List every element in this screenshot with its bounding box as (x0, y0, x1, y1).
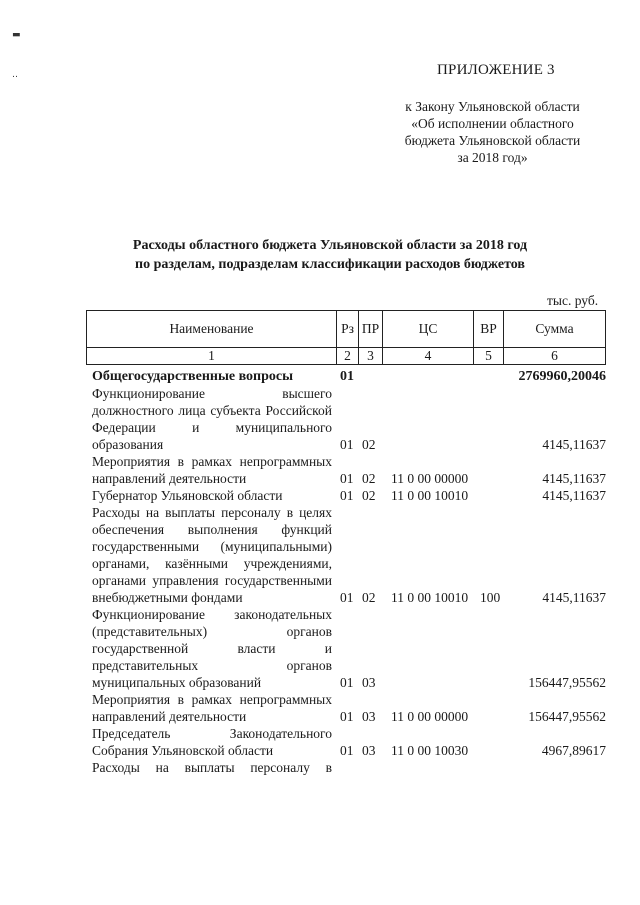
row-name: Расходы на выплаты персоналу в целях обеспечения выполнения функций государственными (муниципальными) органами, казёнными учреждениями, органами управления государственными внебюджетными фондами (92, 505, 332, 605)
column-number: 3 (359, 348, 383, 364)
law-reference (390, 98, 595, 166)
table-body (0, 368, 640, 776)
law-reference-line: за 2018 год» (457, 150, 528, 165)
column-number: 4 (383, 348, 474, 364)
table-row (0, 606, 640, 691)
row-name: Функционирование высшего должностного лица субъекта Российской Федерации и муниципального образования (92, 386, 332, 452)
row-cs: 11 0 00 10030 (391, 743, 469, 758)
row-name: Губернатор Ульяновской области (92, 488, 283, 503)
column-header-rz: Рз (337, 311, 359, 347)
column-number: 2 (337, 348, 359, 364)
row-pr: 03 (362, 709, 376, 724)
table-row (0, 385, 640, 453)
column-number: 5 (474, 348, 504, 364)
scan-mark: ‥ (12, 70, 19, 80)
column-header-cs: ЦС (383, 311, 474, 347)
scan-mark: ▬ (12, 30, 21, 40)
document-title-line: по разделам, подразделам классификации расходов бюджетов (135, 257, 525, 272)
row-pr: 03 (362, 743, 376, 758)
row-sum: 4967,89617 (541, 743, 606, 758)
table-row (0, 487, 640, 504)
row-rz: 01 (340, 471, 354, 486)
column-header-vr: ВР (474, 311, 504, 347)
column-number: 6 (551, 348, 558, 363)
units-label: тыс. руб. (547, 293, 599, 308)
row-cs: 11 0 00 10010 (391, 590, 469, 605)
row-cs: 11 0 00 10010 (391, 488, 469, 503)
column-number: 1 (87, 348, 337, 364)
table-row (0, 759, 640, 776)
row-name: Мероприятия в рамках непрограммных направлений деятельности (92, 692, 332, 724)
document-title-line: Расходы областного бюджета Ульяновской области за 2018 год (132, 238, 528, 253)
column-header-name: Наименование (87, 311, 337, 347)
row-rz: 01 (340, 369, 354, 384)
appendix-title: ПРИЛОЖЕНИЕ 3 (437, 62, 555, 78)
row-pr: 02 (362, 590, 376, 605)
table-row (0, 725, 640, 759)
column-header-sum: Сумма (535, 321, 574, 336)
table-row (0, 504, 640, 606)
law-reference-line: бюджета Ульяновской области (404, 133, 581, 148)
row-rz: 01 (340, 743, 354, 758)
row-name: Общегосударственные вопросы (92, 369, 294, 384)
row-name: Функционирование законодательных (представительных) органов государственной власти и представительных органов муниципальных образований (92, 607, 332, 690)
row-sum: 4145,11637 (542, 488, 606, 503)
table-row (0, 453, 640, 487)
row-pr: 03 (362, 675, 376, 690)
column-numbers-row (86, 347, 606, 365)
row-pr: 02 (362, 471, 376, 486)
column-header-pr: ПР (359, 311, 383, 347)
row-vr: 100 (480, 590, 501, 605)
row-sum: 4145,11637 (542, 590, 606, 605)
row-sum: 2769960,20046 (518, 369, 606, 384)
row-cs: 11 0 00 00000 (391, 709, 469, 724)
row-name: Председатель Законодательного Собрания Ульяновской области (92, 726, 332, 758)
row-rz: 01 (340, 590, 354, 605)
law-reference-line: «Об исполнении областного (411, 116, 574, 131)
row-cs: 11 0 00 00000 (391, 471, 469, 486)
table-header (86, 310, 606, 348)
row-sum: 156447,95562 (528, 709, 606, 724)
row-rz: 01 (340, 488, 354, 503)
table-row (0, 368, 640, 385)
row-rz: 01 (340, 709, 354, 724)
document-title (60, 236, 600, 274)
table-row (0, 691, 640, 725)
row-sum: 4145,11637 (542, 471, 606, 486)
row-sum: 4145,11637 (542, 437, 606, 452)
law-reference-line: к Закону Ульяновской области (405, 99, 580, 114)
row-sum: 156447,95562 (528, 675, 606, 690)
row-rz: 01 (340, 437, 354, 452)
row-pr: 02 (362, 488, 376, 503)
row-rz: 01 (340, 675, 354, 690)
row-pr: 02 (362, 437, 376, 452)
row-name: Мероприятия в рамках непрограммных направлений деятельности (92, 454, 332, 486)
row-name: Расходы на выплаты персоналу в (92, 760, 332, 775)
